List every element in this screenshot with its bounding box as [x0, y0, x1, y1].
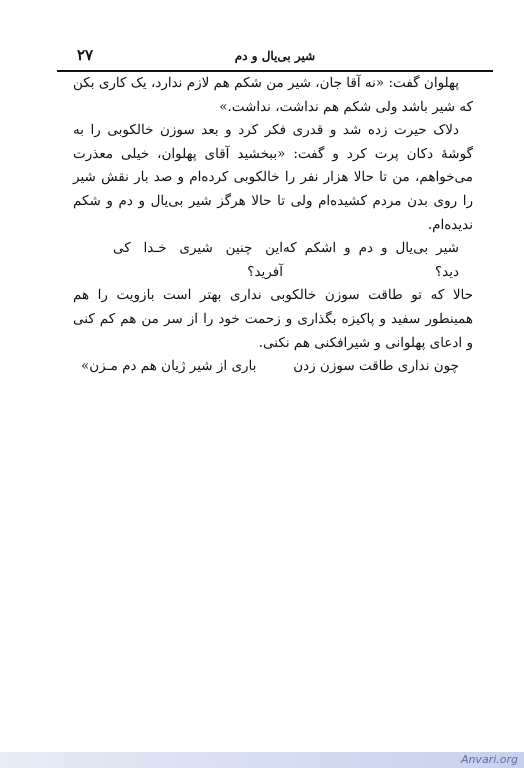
paragraph-1: پهلوان گفت: «نه آقا جان، شیر من شکم هم لازم ندارد، یک کاری بکن که شیر باشد ولی شکم هم نداشت، نداشت.» — [73, 75, 473, 115]
watermark-logo: Anvari.org — [460, 753, 518, 766]
paragraph-3: حالا که تو طاقت سوزن خالکوبی نداری بهتر است بازویت را هم همینطور سفید و پاکیزه بگذاری و زحمت خود را از سر من هم کم کنی و ادعای پهلوانی و شیرافکنی هم نکنی. — [73, 287, 473, 351]
running-title: شیر بی‌یال و دم — [234, 49, 316, 63]
verse-1 — [73, 237, 473, 284]
page-number: ۲۷ — [77, 46, 94, 64]
page-header — [57, 44, 493, 72]
verse-2-hemistich-left: باری از شیر ژیان هم دم مـزن» — [81, 358, 257, 375]
paragraph-2: دلاک حیرت زده شد و قدری فکر کرد و بعد سوزن خالکوبی را به گوشهٔ دکان پرت کرد و گفت: «ببخشید آقای پهلوان، خیلی معذرت می‌خواهم، من تا حالا هزار نفر را خالکوبی کرده‌ام و صد بار نقش شیر را روی بدن مردم کشیده‌ام ولی تا حالا هرگز شیر بی‌یال و دم و شکم ندیده‌ام. — [73, 122, 473, 233]
verse-2-hemistich-right: چون نداری طاقت سوزن زدن — [293, 358, 459, 375]
verse-1-hemistich-right: شیر بی‌یال و دم و اشکم که دید؟ — [282, 240, 459, 280]
footer-bar — [0, 752, 524, 768]
page-body — [73, 72, 473, 379]
verse-1-hemistich-left: این چنین شیری خـدا کی آفرید؟ — [113, 240, 283, 280]
verse-2 — [73, 355, 473, 379]
